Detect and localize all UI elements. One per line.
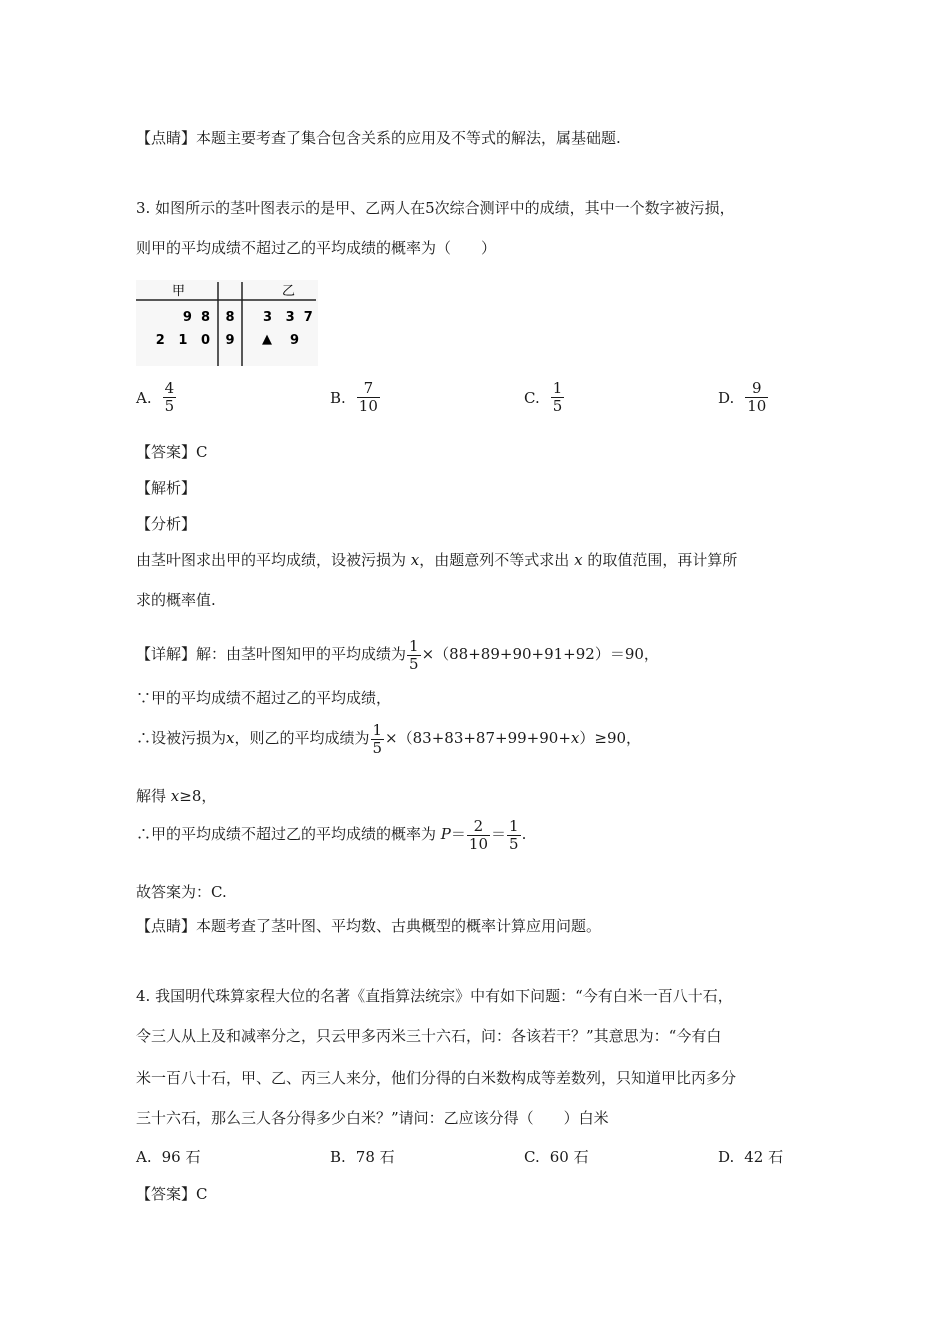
header-right: 乙 — [282, 284, 296, 299]
option-c-label: C. — [524, 388, 540, 407]
q4-option-c: C. 60 石 — [524, 1147, 589, 1166]
fraction-one-fifth: $\frac{1}{5}$ — [409, 636, 419, 673]
row2-stem: 9 — [225, 333, 235, 348]
jiexi-heading: 【解析】 — [136, 479, 197, 497]
option-d-fraction: $\frac{9}{10}$ — [747, 379, 767, 415]
fenxi-heading: 【分析】 — [136, 515, 197, 533]
header-left: 甲 — [172, 284, 186, 299]
question-3-text-line2: 则甲的平均成绩不超过乙的平均成绩的概率为（ ） — [136, 239, 497, 257]
detail-line1: 【详解】解：由茎叶图知甲的平均成绩为 $\frac{1}{5}$ ×（88+89+90+91+92）＝90， — [136, 636, 659, 673]
option-b-label: B. — [330, 388, 346, 407]
stem-leaf-svg — [136, 280, 318, 366]
fraction-one-fifth-3: $\frac{1}{5}$ — [509, 816, 519, 853]
q4-option-a: A. 96 石 — [136, 1147, 201, 1166]
answer-4: 【答案】C — [136, 1185, 208, 1203]
row2-left-leaves: 2 1 0 — [155, 333, 210, 348]
probability-line: ∴甲的平均成绩不超过乙的平均成绩的概率为 P＝ $\frac{2}{10}$ ＝ $\frac{1}{5}$ . — [136, 816, 527, 853]
option-b — [330, 380, 381, 415]
analysis-line2: 求的概率值. — [136, 591, 216, 609]
option-c — [524, 380, 565, 415]
question-4-line3: 米一百八十石，甲、乙、丙三人来分，他们分得的白米数构成等差数列，只知道甲比丙多分 — [136, 1069, 737, 1087]
question-3-text-line1: 3. 如图所示的茎叶图表示的是甲、乙两人在5次综合测评中的成绩，其中一个数字被污损， — [136, 199, 735, 217]
dianjing-note-3: 【点睛】本题考查了茎叶图、平均数、古典概型的概率计算应用问题。 — [136, 917, 602, 935]
question-4-line4: 三十六石，那么三人各分得多少白米？”请问：乙应该分得（ ）白米 — [136, 1109, 609, 1127]
dianjing-note-2: 【点睛】本题主要考查了集合包含关系的应用及不等式的解法，属基础题. — [136, 129, 621, 147]
therefore-line: ∴设被污损为x，则乙的平均成绩为 $\frac{1}{5}$ ×（83+83+87+99+90+x）≥90， — [136, 720, 642, 757]
option-a — [136, 380, 177, 415]
answer-3: 【答案】C — [136, 443, 208, 461]
question-4-line1: 4. 我国明代珠算家程大位的名著《直指算法统宗》中有如下问题：“今有白米一百八十石， — [136, 987, 733, 1005]
row2-right-leaf: 9 — [290, 333, 300, 348]
option-b-fraction: $\frac{7}{10}$ — [358, 379, 378, 415]
option-c-fraction: $\frac{1}{5}$ — [552, 379, 563, 415]
option-d — [718, 380, 769, 415]
smudged-digit-triangle: ▲ — [262, 332, 272, 347]
row1-stem: 8 — [225, 310, 235, 325]
row1-right-leaves: 3 3 7 — [263, 310, 313, 325]
fraction-one-fifth-2: $\frac{1}{5}$ — [372, 720, 383, 757]
row1-left-leaves: 9 8 — [182, 310, 210, 325]
q4-option-b: B. 78 石 — [330, 1147, 395, 1166]
stem-leaf-figure — [136, 280, 318, 366]
option-a-label: A. — [136, 388, 152, 407]
because-line: ∵甲的平均成绩不超过乙的平均成绩， — [136, 689, 392, 707]
question-4-line2: 令三人从上及和减率分之，只云甲多丙米三十六石，问：各该若干？”其意思为：“今有白 — [136, 1027, 722, 1045]
analysis-line1: 由茎叶图求出甲的平均成绩，设被污损为 x，由题意列不等式求出 x 的取值范围，再计算所 — [136, 551, 738, 569]
fraction-two-tenths: $\frac{2}{10}$ — [468, 816, 488, 853]
option-a-fraction: $\frac{4}{5}$ — [164, 379, 175, 415]
option-d-label: D. — [718, 388, 735, 407]
q4-option-d: D. 42 石 — [718, 1147, 784, 1166]
solve-line: 解得 x≥8， — [136, 787, 217, 805]
conclusion-line: 故答案为：C. — [136, 883, 227, 901]
